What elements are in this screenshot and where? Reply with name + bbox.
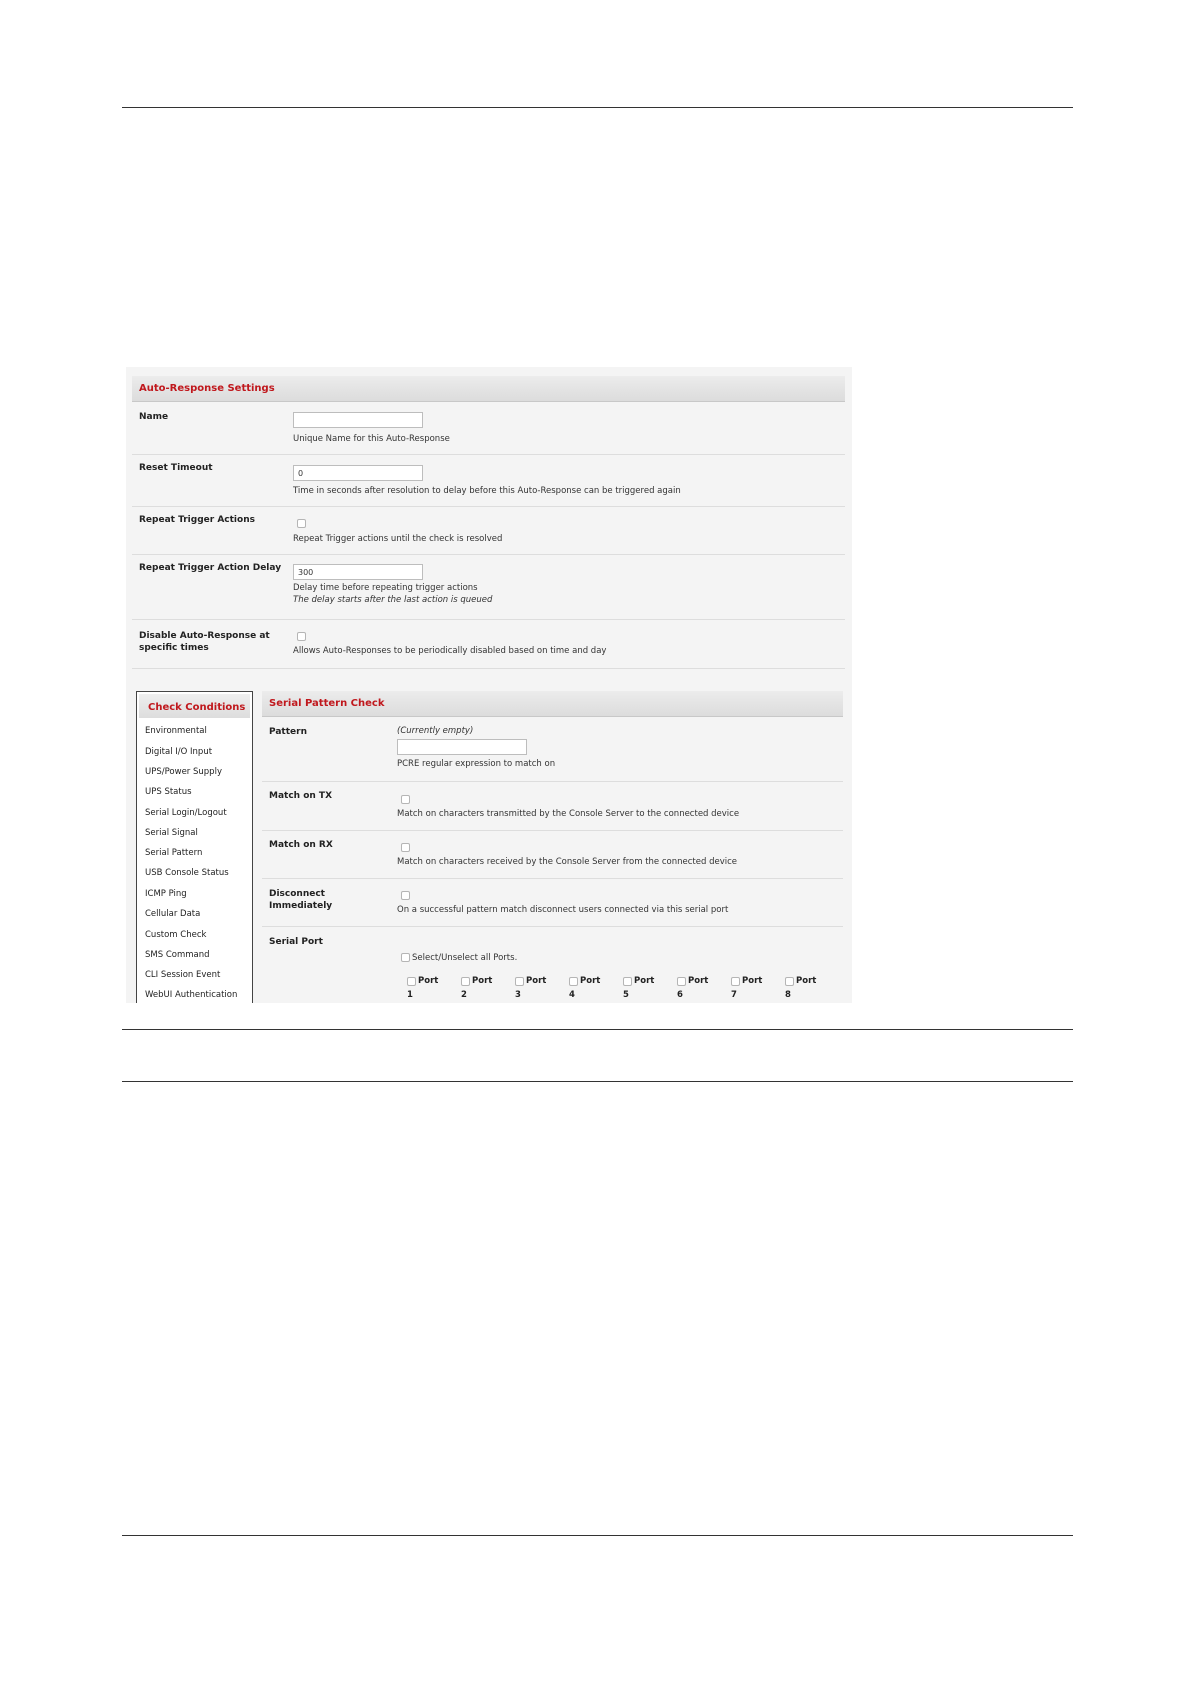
disconnect-checkbox[interactable] [401, 891, 410, 900]
port-5-number: 5 [623, 990, 629, 1000]
reset-timeout-row [132, 455, 845, 507]
serial-port-row [262, 927, 843, 1003]
condition-ups-status[interactable]: UPS Status [145, 787, 192, 797]
condition-custom-check[interactable]: Custom Check [145, 930, 207, 940]
disable-times-row [132, 620, 845, 669]
screenshot-panel [126, 367, 852, 1003]
pattern-help: PCRE regular expression to match on [397, 759, 556, 769]
port-2-word: Port [472, 976, 493, 986]
port-1-word: Port [418, 976, 439, 986]
repeat-delay-help: Delay time before repeating trigger actions [293, 583, 478, 593]
port-7-number: 7 [731, 990, 737, 1000]
match-tx-checkbox[interactable] [401, 795, 410, 804]
condition-serial-signal[interactable]: Serial Signal [145, 828, 198, 838]
repeat-trigger-label: Repeat Trigger Actions [139, 515, 255, 525]
match-rx-help: Match on characters received by the Console Server from the connected device [397, 857, 737, 867]
port-1-option[interactable] [407, 976, 457, 1003]
match-tx-row [262, 782, 843, 831]
port-5-checkbox[interactable] [623, 977, 632, 986]
disconnect-help: On a successful pattern match disconnect users connected via this serial port [397, 905, 729, 915]
repeat-trigger-help: Repeat Trigger actions until the check is resolved [293, 534, 503, 544]
repeat-delay-label: Repeat Trigger Action Delay [139, 563, 282, 573]
pattern-status: (Currently empty) [397, 726, 474, 736]
condition-webui-authentication[interactable]: WebUI Authentication [145, 990, 238, 1000]
port-4-number: 4 [569, 990, 575, 1000]
name-input[interactable] [293, 412, 423, 428]
port-2-checkbox[interactable] [461, 977, 470, 986]
port-3-number: 3 [515, 990, 521, 1000]
port-7-checkbox[interactable] [731, 977, 740, 986]
footer-rule [122, 1029, 1073, 1030]
port-3-option[interactable] [515, 976, 565, 1003]
auto-response-header [132, 376, 845, 402]
check-conditions-panel [136, 691, 253, 1003]
match-rx-row [262, 831, 843, 879]
port-2-option[interactable] [461, 976, 511, 1003]
condition-serial-pattern[interactable]: Serial Pattern [145, 848, 203, 858]
condition-usb-console-status[interactable]: USB Console Status [145, 868, 229, 878]
port-6-number: 6 [677, 990, 683, 1000]
pattern-label: Pattern [269, 727, 307, 737]
disable-times-label-line2: specific times [139, 643, 209, 653]
name-help: Unique Name for this Auto-Response [293, 434, 450, 444]
repeat-trigger-checkbox[interactable] [297, 519, 306, 528]
check-conditions-header [139, 694, 250, 718]
disable-times-help: Allows Auto-Responses to be periodically disabled based on time and day [293, 646, 607, 656]
disconnect-row [262, 879, 843, 927]
serial-pattern-title: Serial Pattern Check [269, 698, 385, 709]
port-4-checkbox[interactable] [569, 977, 578, 986]
match-tx-help: Match on characters transmitted by the Console Server to the connected device [397, 809, 740, 819]
repeat-trigger-row [132, 507, 845, 555]
port-6-checkbox[interactable] [677, 977, 686, 986]
port-3-checkbox[interactable] [515, 977, 524, 986]
repeat-delay-input[interactable]: 300 [293, 564, 423, 580]
disconnect-label-line2: Immediately [269, 901, 333, 911]
header-rule-second [122, 1081, 1073, 1082]
header-rule [122, 107, 1073, 108]
condition-digital-io-input[interactable]: Digital I/O Input [145, 747, 213, 757]
port-6-option[interactable] [677, 976, 727, 1003]
port-1-checkbox[interactable] [407, 977, 416, 986]
pattern-row [262, 718, 843, 782]
port-1-number: 1 [407, 990, 413, 1000]
disable-times-label-line1: Disable Auto-Response at [139, 631, 270, 641]
check-conditions-title: Check Conditions [148, 702, 246, 713]
port-5-word: Port [634, 976, 655, 986]
serial-port-label: Serial Port [269, 937, 323, 947]
port-4-option[interactable] [569, 976, 619, 1003]
port-6-word: Port [688, 976, 709, 986]
condition-serial-login-logout[interactable]: Serial Login/Logout [145, 808, 227, 818]
port-3-word: Port [526, 976, 547, 986]
port-8-word: Port [796, 976, 817, 986]
port-4-word: Port [580, 976, 601, 986]
select-all-ports-checkbox[interactable] [401, 953, 410, 962]
match-rx-checkbox[interactable] [401, 843, 410, 852]
disconnect-label-line1: Disconnect [269, 889, 325, 899]
condition-sms-command[interactable]: SMS Command [145, 950, 210, 960]
reset-timeout-label: Reset Timeout [139, 463, 213, 473]
select-all-ports-label: Select/Unselect all Ports. [412, 953, 518, 963]
auto-response-title: Auto-Response Settings [139, 383, 275, 394]
port-7-option[interactable] [731, 976, 781, 1003]
port-2-number: 2 [461, 990, 467, 1000]
port-8-number: 8 [785, 990, 791, 1000]
repeat-delay-help-note: The delay starts after the last action is queued [293, 595, 493, 605]
serial-pattern-header [262, 691, 843, 717]
reset-timeout-help: Time in seconds after resolution to delay before this Auto-Response can be triggered again [293, 486, 681, 496]
pattern-input[interactable] [397, 739, 527, 755]
match-rx-label: Match on RX [269, 840, 333, 850]
condition-cellular-data[interactable]: Cellular Data [145, 909, 201, 919]
repeat-delay-row [132, 555, 845, 620]
condition-ups-power-supply[interactable]: UPS/Power Supply [145, 767, 222, 777]
port-7-word: Port [742, 976, 763, 986]
name-row [132, 402, 845, 455]
reset-timeout-input[interactable]: 0 [293, 465, 423, 481]
condition-icmp-ping[interactable]: ICMP Ping [145, 889, 187, 899]
match-tx-label: Match on TX [269, 791, 333, 801]
port-8-option[interactable] [785, 976, 835, 1003]
footer-rule-second [122, 1535, 1073, 1536]
port-8-checkbox[interactable] [785, 977, 794, 986]
port-5-option[interactable] [623, 976, 673, 1003]
condition-cli-session-event[interactable]: CLI Session Event [145, 970, 221, 980]
condition-environmental[interactable]: Environmental [145, 726, 207, 736]
name-label: Name [139, 412, 169, 422]
disable-times-checkbox[interactable] [297, 632, 306, 641]
